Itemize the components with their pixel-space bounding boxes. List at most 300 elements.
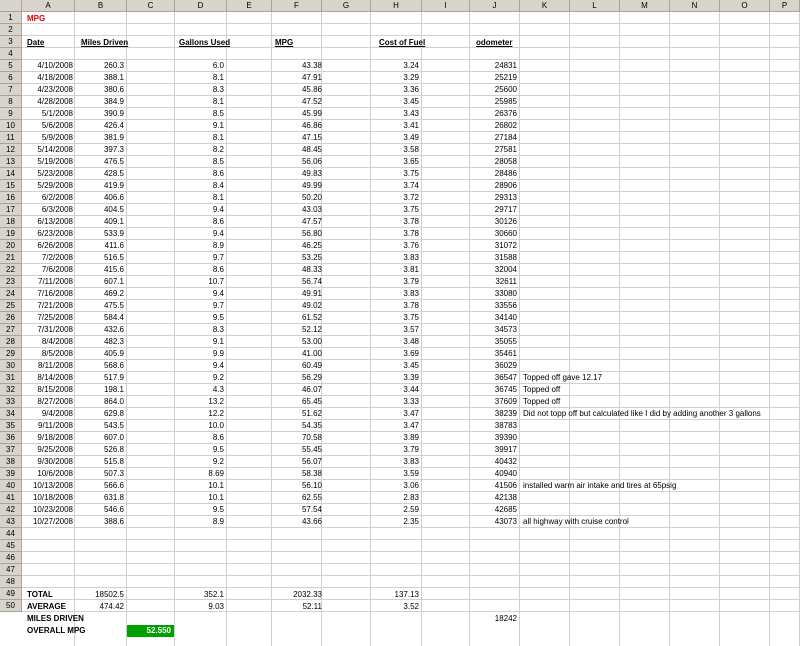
cell-odometer[interactable]: 29717	[494, 205, 517, 214]
cell-date[interactable]: 7/6/2008	[41, 265, 73, 274]
header-date[interactable]: Date	[27, 38, 45, 47]
cell-odometer[interactable]: 39390	[494, 433, 517, 442]
cell-date[interactable]: 5/19/2008	[37, 157, 73, 166]
row-header[interactable]: 36	[0, 432, 22, 444]
cell-miles[interactable]: 482.3	[103, 337, 124, 346]
cell-odometer[interactable]: 38783	[494, 421, 517, 430]
cell-date[interactable]: 10/18/2008	[32, 493, 73, 502]
row-header[interactable]: 31	[0, 372, 22, 384]
row-header[interactable]: 20	[0, 240, 22, 252]
cell-odometer[interactable]: 32004	[494, 265, 517, 274]
cell-miles[interactable]: 415.6	[103, 265, 124, 274]
cell-miles[interactable]: 526.8	[103, 445, 124, 454]
cell-mpg[interactable]: 49.99	[301, 181, 322, 190]
cell-miles[interactable]: 629.8	[103, 409, 124, 418]
row-header[interactable]: 47	[0, 564, 22, 576]
cell-miles[interactable]: 397.3	[103, 145, 124, 154]
row-header[interactable]: 43	[0, 516, 22, 528]
column-header-j[interactable]: J	[470, 0, 520, 12]
row-header[interactable]: 13	[0, 156, 22, 168]
column-header-k[interactable]: K	[520, 0, 570, 12]
cell-date[interactable]: 5/6/2008	[41, 121, 73, 130]
cell-odometer[interactable]: 38239	[494, 409, 517, 418]
row-header[interactable]: 44	[0, 528, 22, 540]
cell-note[interactable]: installed warm air intake and tires at 65psig	[523, 481, 677, 490]
cell-gallons[interactable]: 9.1	[212, 337, 224, 346]
column-header-e[interactable]: E	[227, 0, 272, 12]
cell-date[interactable]: 7/16/2008	[37, 289, 73, 298]
cell-cost[interactable]: 3.89	[403, 433, 419, 442]
cell-odometer[interactable]: 28058	[494, 157, 517, 166]
cell-mpg[interactable]: 48.33	[301, 265, 322, 274]
cell-cost[interactable]: 3.24	[403, 61, 419, 70]
cell-cost[interactable]: 3.49	[403, 133, 419, 142]
row-header[interactable]: 9	[0, 108, 22, 120]
cell-odometer[interactable]: 40432	[494, 457, 517, 466]
cell-gallons[interactable]: 9.7	[212, 301, 224, 310]
column-header-p[interactable]: P	[770, 0, 800, 12]
cell-odometer[interactable]: 43073	[494, 517, 517, 526]
row-header[interactable]: 40	[0, 480, 22, 492]
cell-mpg[interactable]: 47.52	[301, 97, 322, 106]
cell-miles[interactable]: 469.2	[103, 289, 124, 298]
cell-gallons[interactable]: 8.2	[212, 145, 224, 154]
cell-gallons[interactable]: 8.3	[212, 325, 224, 334]
column-header-f[interactable]: F	[272, 0, 322, 12]
cell-miles[interactable]: 405.9	[103, 349, 124, 358]
cell-date[interactable]: 7/31/2008	[37, 325, 73, 334]
cell-miles[interactable]: 607.1	[103, 277, 124, 286]
cell-mpg[interactable]: 45.99	[301, 109, 322, 118]
cell-cost[interactable]: 3.44	[403, 385, 419, 394]
cell-miles[interactable]: 428.5	[103, 169, 124, 178]
cell-odometer[interactable]: 41506	[494, 481, 517, 490]
cell-odometer[interactable]: 42138	[494, 493, 517, 502]
row-header[interactable]: 2	[0, 24, 22, 36]
row-header[interactable]: 28	[0, 336, 22, 348]
header-mpg[interactable]: MPG	[275, 38, 294, 47]
total-gallons[interactable]: 352.1	[203, 590, 224, 599]
cell-odometer[interactable]: 25985	[494, 97, 517, 106]
cell-miles[interactable]: 381.9	[103, 133, 124, 142]
cell-miles[interactable]: 426.4	[103, 121, 124, 130]
column-header-b[interactable]: B	[75, 0, 127, 12]
header-cost[interactable]: Cost of Fuel	[379, 38, 426, 47]
cell-date[interactable]: 7/11/2008	[38, 277, 73, 286]
row-header[interactable]: 37	[0, 444, 22, 456]
cell-odometer[interactable]: 29313	[494, 193, 517, 202]
cell-cost[interactable]: 3.74	[403, 181, 419, 190]
cell-gallons[interactable]: 9.5	[212, 505, 224, 514]
cell-cost[interactable]: 3.79	[403, 277, 419, 286]
cell-miles[interactable]: 475.5	[103, 301, 124, 310]
cell-miles[interactable]: 584.4	[103, 313, 124, 322]
cell-mpg[interactable]: 56.74	[301, 277, 322, 286]
cell-cost[interactable]: 3.75	[403, 313, 419, 322]
column-header-d[interactable]: D	[175, 0, 227, 12]
cell-odometer[interactable]: 36029	[494, 361, 517, 370]
cell-mpg[interactable]: 43.38	[301, 61, 322, 70]
cell-miles[interactable]: 198.1	[103, 385, 124, 394]
cell-cost[interactable]: 3.76	[403, 241, 419, 250]
row-header[interactable]: 6	[0, 72, 22, 84]
cell-miles[interactable]: 533.9	[103, 229, 124, 238]
cell-cost[interactable]: 3.75	[403, 205, 419, 214]
cell-odometer[interactable]: 28906	[494, 181, 517, 190]
total-mpg[interactable]: 2032.33	[293, 590, 322, 599]
cell-odometer[interactable]: 25600	[494, 85, 517, 94]
row-header[interactable]: 15	[0, 180, 22, 192]
cell-miles[interactable]: 390.9	[103, 109, 124, 118]
header-odometer[interactable]: odometer	[476, 38, 513, 47]
cell-odometer[interactable]: 31588	[494, 253, 517, 262]
cell-date[interactable]: 8/15/2008	[37, 385, 73, 394]
cell-miles[interactable]: 388.1	[103, 73, 124, 82]
cell-cost[interactable]: 3.83	[403, 457, 419, 466]
row-header[interactable]: 7	[0, 84, 22, 96]
cell-date[interactable]: 6/13/2008	[37, 217, 73, 226]
cell-mpg[interactable]: 55.45	[301, 445, 322, 454]
row-header[interactable]: 29	[0, 348, 22, 360]
row-header[interactable]: 5	[0, 60, 22, 72]
cell-gallons[interactable]: 8.6	[212, 169, 224, 178]
cell-mpg[interactable]: 51.62	[301, 409, 322, 418]
row-header[interactable]: 33	[0, 396, 22, 408]
cell-gallons[interactable]: 8.9	[212, 241, 224, 250]
row-header[interactable]: 39	[0, 468, 22, 480]
cell-note[interactable]: Topped off	[523, 385, 561, 394]
row-header[interactable]: 30	[0, 360, 22, 372]
cell-cost[interactable]: 3.06	[403, 481, 419, 490]
row-header[interactable]: 24	[0, 288, 22, 300]
cell-mpg[interactable]: 53.25	[301, 253, 322, 262]
cell-odometer[interactable]: 26376	[494, 109, 517, 118]
cell-odometer[interactable]: 33556	[494, 301, 517, 310]
row-header[interactable]: 4	[0, 48, 22, 60]
row-header[interactable]: 46	[0, 552, 22, 564]
cell-odometer[interactable]: 35055	[494, 337, 517, 346]
cell-gallons[interactable]: 8.6	[212, 433, 224, 442]
row-header[interactable]: 12	[0, 144, 22, 156]
cell-odometer[interactable]: 42685	[494, 505, 517, 514]
cell-gallons[interactable]: 6.0	[212, 61, 224, 70]
row-header[interactable]: 49	[0, 588, 22, 600]
column-header-n[interactable]: N	[670, 0, 720, 12]
row-header[interactable]: 23	[0, 276, 22, 288]
cell-gallons[interactable]: 9.4	[212, 229, 224, 238]
cell-date[interactable]: 9/11/2008	[38, 421, 73, 430]
cell-note[interactable]: Topped off	[523, 397, 561, 406]
row-header[interactable]: 11	[0, 132, 22, 144]
cell-cost[interactable]: 3.48	[403, 337, 419, 346]
cell-mpg[interactable]: 56.07	[301, 457, 322, 466]
row-header[interactable]: 35	[0, 420, 22, 432]
row-header[interactable]: 14	[0, 168, 22, 180]
cell-cost[interactable]: 3.47	[403, 421, 419, 430]
cell-date[interactable]: 10/23/2008	[32, 505, 73, 514]
cell-odometer[interactable]: 36547	[494, 373, 517, 382]
cell-odometer[interactable]: 34573	[494, 325, 517, 334]
cell-mpg[interactable]: 60.49	[301, 361, 322, 370]
cell-date[interactable]: 5/14/2008	[37, 145, 73, 154]
cell-note[interactable]: all highway with cruise control	[523, 517, 629, 526]
cell-mpg[interactable]: 62.55	[301, 493, 322, 502]
column-header-i[interactable]: I	[422, 0, 470, 12]
cell-mpg[interactable]: 65.45	[301, 397, 322, 406]
average-label[interactable]: AVERAGE	[27, 602, 66, 611]
cell-mpg[interactable]: 46.25	[301, 241, 322, 250]
cell-miles[interactable]: 406.6	[103, 193, 124, 202]
total-label[interactable]: TOTAL	[27, 590, 53, 599]
cell-miles[interactable]: 432.6	[103, 325, 124, 334]
cell-date[interactable]: 7/2/2008	[41, 253, 73, 262]
cell-cost[interactable]: 3.78	[403, 229, 419, 238]
cell-gallons[interactable]: 9.5	[212, 313, 224, 322]
cell-mpg[interactable]: 43.03	[301, 205, 322, 214]
cell-cost[interactable]: 2.35	[403, 517, 419, 526]
row-header[interactable]: 8	[0, 96, 22, 108]
header-gallons[interactable]: Gallons Used	[179, 38, 231, 47]
cell-mpg[interactable]: 47.91	[301, 73, 322, 82]
cell-date[interactable]: 10/13/2008	[32, 481, 73, 490]
cell-miles[interactable]: 568.6	[103, 361, 124, 370]
cell-gallons[interactable]: 8.1	[212, 97, 224, 106]
cell-cost[interactable]: 3.75	[403, 169, 419, 178]
cell-gallons[interactable]: 10.1	[208, 481, 224, 490]
cell-cost[interactable]: 3.45	[403, 97, 419, 106]
cell-note[interactable]: Did not topp off but calculated like I did by adding another 3 gallons	[523, 409, 761, 418]
cell-miles[interactable]: 507.3	[103, 469, 124, 478]
cell-date[interactable]: 8/4/2008	[41, 337, 73, 346]
cell-gallons[interactable]: 8.5	[212, 157, 224, 166]
cell-gallons[interactable]: 12.2	[208, 409, 224, 418]
column-header-c[interactable]: C	[127, 0, 175, 12]
cell-date[interactable]: 8/27/2008	[37, 397, 73, 406]
cell-odometer[interactable]: 24831	[494, 61, 517, 70]
cell-date[interactable]: 4/18/2008	[37, 73, 73, 82]
cell-mpg[interactable]: 70.58	[301, 433, 322, 442]
cell-cost[interactable]: 3.58	[403, 145, 419, 154]
cell-gallons[interactable]: 9.5	[212, 445, 224, 454]
cell-odometer[interactable]: 40940	[494, 469, 517, 478]
cell-mpg[interactable]: 50.20	[301, 193, 322, 202]
cell-date[interactable]: 5/29/2008	[37, 181, 73, 190]
cell-cost[interactable]: 3.41	[403, 121, 419, 130]
row-header[interactable]: 26	[0, 312, 22, 324]
cell-cost[interactable]: 3.79	[403, 445, 419, 454]
cell-gallons[interactable]: 9.2	[212, 373, 224, 382]
cell-miles[interactable]: 260.3	[103, 61, 124, 70]
cell-mpg[interactable]: 49.02	[301, 301, 322, 310]
cell-cost[interactable]: 3.69	[403, 349, 419, 358]
cell-date[interactable]: 4/23/2008	[37, 85, 73, 94]
row-header[interactable]: 41	[0, 492, 22, 504]
cell-gallons[interactable]: 8.5	[212, 109, 224, 118]
cell-mpg[interactable]: 43.66	[301, 517, 322, 526]
cell-date[interactable]: 9/18/2008	[37, 433, 73, 442]
cell-date[interactable]: 6/3/2008	[41, 205, 73, 214]
cell-gallons[interactable]: 9.2	[212, 457, 224, 466]
cell-date[interactable]: 4/28/2008	[37, 97, 73, 106]
sheet-title[interactable]: MPG	[27, 14, 46, 23]
cell-odometer[interactable]: 35461	[494, 349, 517, 358]
row-header[interactable]: 50	[0, 600, 22, 612]
cell-gallons[interactable]: 8.6	[212, 217, 224, 226]
row-header[interactable]: 25	[0, 300, 22, 312]
cell-gallons[interactable]: 8.6	[212, 265, 224, 274]
cell-cost[interactable]: 3.29	[403, 73, 419, 82]
cell-cost[interactable]: 3.59	[403, 469, 419, 478]
cell-mpg[interactable]: 41.00	[301, 349, 322, 358]
cell-gallons[interactable]: 8.4	[212, 181, 224, 190]
cell-gallons[interactable]: 8.1	[212, 73, 224, 82]
cell-gallons[interactable]: 8.1	[212, 133, 224, 142]
cell-odometer[interactable]: 36745	[494, 385, 517, 394]
miles-driven-value[interactable]: 18242	[494, 614, 517, 623]
cell-odometer[interactable]: 34140	[494, 313, 517, 322]
cell-odometer[interactable]: 30126	[494, 217, 517, 226]
cell-mpg[interactable]: 46.86	[301, 121, 322, 130]
miles-driven-label[interactable]: MILES DRIVEN	[27, 614, 84, 623]
cell-odometer[interactable]: 26802	[494, 121, 517, 130]
cell-miles[interactable]: 384.9	[103, 97, 124, 106]
cell-date[interactable]: 9/25/2008	[37, 445, 73, 454]
cell-cost[interactable]: 3.39	[403, 373, 419, 382]
cell-odometer[interactable]: 32611	[495, 277, 517, 286]
cell-gallons[interactable]: 8.69	[208, 469, 224, 478]
cell-cost[interactable]: 3.43	[403, 109, 419, 118]
cell-gallons[interactable]: 13.2	[208, 397, 224, 406]
row-header[interactable]: 48	[0, 576, 22, 588]
cell-miles[interactable]: 388.6	[103, 517, 124, 526]
cell-cost[interactable]: 3.83	[403, 289, 419, 298]
overall-mpg-label[interactable]: OVERALL MPG	[27, 626, 86, 635]
cell-date[interactable]: 8/5/2008	[41, 349, 73, 358]
cell-mpg[interactable]: 46.07	[301, 385, 322, 394]
column-header-o[interactable]: O	[720, 0, 770, 12]
cell-miles[interactable]: 546.6	[103, 505, 124, 514]
cell-mpg[interactable]: 56.10	[301, 481, 322, 490]
cell-mpg[interactable]: 57.54	[301, 505, 322, 514]
cell-date[interactable]: 9/4/2008	[41, 409, 73, 418]
cell-cost[interactable]: 2.83	[403, 493, 419, 502]
row-header[interactable]: 34	[0, 408, 22, 420]
header-miles[interactable]: Miles Driven	[81, 38, 129, 47]
select-all-corner[interactable]	[0, 0, 22, 12]
cell-date[interactable]: 6/26/2008	[37, 241, 73, 250]
cell-date[interactable]: 4/10/2008	[37, 61, 73, 70]
cell-date[interactable]: 8/14/2008	[37, 373, 73, 382]
column-header-g[interactable]: G	[322, 0, 371, 12]
row-header[interactable]: 38	[0, 456, 22, 468]
cell-miles[interactable]: 543.5	[103, 421, 124, 430]
cell-mpg[interactable]: 48.45	[301, 145, 322, 154]
cell-odometer[interactable]: 31072	[494, 241, 517, 250]
cell-date[interactable]: 10/6/2008	[37, 469, 73, 478]
cell-mpg[interactable]: 45.86	[301, 85, 322, 94]
cell-date[interactable]: 6/2/2008	[41, 193, 73, 202]
avg-cost[interactable]: 3.52	[403, 602, 419, 611]
cell-odometer[interactable]: 27184	[494, 133, 517, 142]
cell-miles[interactable]: 380.6	[103, 85, 124, 94]
cell-odometer[interactable]: 33080	[494, 289, 517, 298]
cell-miles[interactable]: 516.5	[103, 253, 124, 262]
avg-mpg[interactable]: 52.11	[302, 602, 322, 611]
cell-date[interactable]: 5/9/2008	[41, 133, 73, 142]
cell-date[interactable]: 5/1/2008	[41, 109, 73, 118]
cell-note[interactable]: Topped off gave 12.17	[523, 373, 603, 382]
row-header[interactable]: 45	[0, 540, 22, 552]
row-header[interactable]: 1	[0, 12, 22, 24]
cell-mpg[interactable]: 49.91	[301, 289, 322, 298]
cell-cost[interactable]: 3.81	[403, 265, 419, 274]
avg-miles[interactable]: 474.42	[99, 602, 124, 611]
cell-gallons[interactable]: 9.1	[212, 121, 224, 130]
cell-date[interactable]: 5/23/2008	[37, 169, 73, 178]
cell-miles[interactable]: 607.0	[103, 433, 124, 442]
cell-cost[interactable]: 3.83	[403, 253, 419, 262]
cell-odometer[interactable]: 37609	[494, 397, 517, 406]
column-header-a[interactable]: A	[22, 0, 75, 12]
cell-date[interactable]: 6/23/2008	[37, 229, 73, 238]
row-header[interactable]: 42	[0, 504, 22, 516]
cell-gallons[interactable]: 9.7	[212, 253, 224, 262]
column-header-l[interactable]: L	[570, 0, 620, 12]
cell-gallons[interactable]: 8.1	[212, 193, 224, 202]
cell-mpg[interactable]: 53.00	[301, 337, 322, 346]
row-header[interactable]: 17	[0, 204, 22, 216]
cell-miles[interactable]: 411.6	[104, 241, 124, 250]
cell-cost[interactable]: 3.47	[403, 409, 419, 418]
cell-mpg[interactable]: 61.52	[301, 313, 322, 322]
row-header[interactable]: 18	[0, 216, 22, 228]
cell-miles[interactable]: 566.6	[103, 481, 124, 490]
cell-miles[interactable]: 409.1	[103, 217, 124, 226]
cell-miles[interactable]: 864.0	[103, 397, 124, 406]
cell-date[interactable]: 7/25/2008	[37, 313, 73, 322]
overall-mpg-value[interactable]: 52.550	[127, 625, 174, 637]
cell-mpg[interactable]: 47.15	[301, 133, 322, 142]
cell-mpg[interactable]: 49.83	[301, 169, 322, 178]
column-header-h[interactable]: H	[371, 0, 422, 12]
cell-gallons[interactable]: 10.7	[208, 277, 224, 286]
cell-gallons[interactable]: 9.4	[212, 205, 224, 214]
cell-gallons[interactable]: 8.3	[212, 85, 224, 94]
row-header[interactable]: 27	[0, 324, 22, 336]
cell-cost[interactable]: 3.78	[403, 217, 419, 226]
cell-odometer[interactable]: 30660	[494, 229, 517, 238]
cell-odometer[interactable]: 39917	[494, 445, 517, 454]
cell-cost[interactable]: 3.57	[403, 325, 419, 334]
cell-cost[interactable]: 2.59	[403, 505, 419, 514]
row-header[interactable]: 21	[0, 252, 22, 264]
cell-gallons[interactable]: 9.9	[212, 349, 224, 358]
cell-odometer[interactable]: 28486	[494, 169, 517, 178]
cell-cost[interactable]: 3.33	[403, 397, 419, 406]
column-header-m[interactable]: M	[620, 0, 670, 12]
cell-miles[interactable]: 419.9	[103, 181, 124, 190]
cell-cost[interactable]: 3.65	[403, 157, 419, 166]
cell-cost[interactable]: 3.45	[403, 361, 419, 370]
total-cost[interactable]: 137.13	[394, 590, 419, 599]
row-header[interactable]: 32	[0, 384, 22, 396]
cell-mpg[interactable]: 47.57	[301, 217, 322, 226]
cell-odometer[interactable]: 25219	[494, 73, 517, 82]
cell-mpg[interactable]: 52.12	[301, 325, 322, 334]
cell-miles[interactable]: 631.8	[103, 493, 124, 502]
cell-date[interactable]: 9/30/2008	[37, 457, 73, 466]
cell-miles[interactable]: 515.8	[103, 457, 124, 466]
